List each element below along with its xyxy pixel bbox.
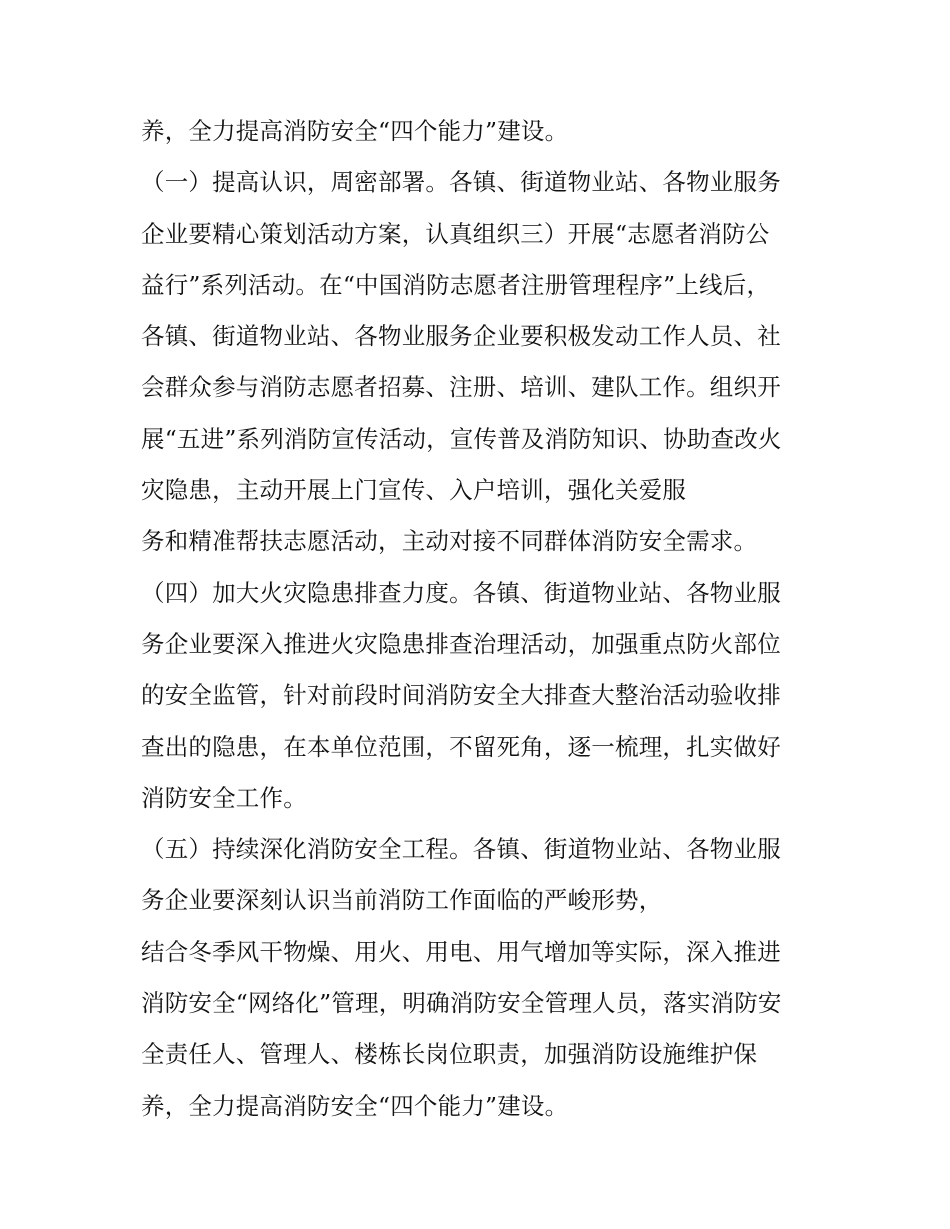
text-line: 各镇、街道物业站、各物业服务企业要积极发动工作人员、社 (141, 322, 781, 351)
text-line: 消防安全工作。 (141, 783, 307, 812)
text-line: 养，全力提高消防安全“四个能力”建设。 (141, 117, 569, 145)
text-line: 查出的隐患，在本单位范围，不留死角，逐一梳理，扎实做好 (141, 732, 781, 761)
text-line: 会群众参与消防志愿者招募、注册、培训、建队工作。组织开 (141, 373, 781, 402)
text-line: 企业要精心策划活动方案，认真组织三）开展“志愿者消防公 (141, 219, 770, 248)
text-line: 展“五进”系列消防宣传活动，宣传普及消防知识、协助查改火 (141, 424, 782, 453)
text-line: （四）加大火灾隐患排查力度。各镇、街道物业站、各物业服 (141, 578, 781, 607)
text-line: 务企业要深入推进火灾隐患排查治理活动，加强重点防火部位 (141, 629, 781, 658)
text-line: 的安全监管，针对前段时间消防安全大排查大整治活动验收排 (141, 681, 781, 710)
text-line: 消防安全“网络化”管理，明确消防安全管理人员，落实消防安 (141, 989, 782, 1018)
text-line: （一）提高认识，周密部署。各镇、街道物业站、各物业服务 (141, 168, 781, 197)
text-line: 务和精准帮扶志愿活动，主动对接不同群体消防安全需求。 (141, 527, 758, 556)
text-line: 灾隐患，主动开展上门宣传、入户培训，强化关爱服 (141, 476, 687, 505)
text-line: 结合冬季风干物燥、用火、用电、用气增加等实际，深入推进 (141, 937, 781, 966)
text-line: （五）持续深化消防安全工程。各镇、街道物业站、各物业服 (141, 835, 781, 864)
text-line: 益行”系列活动。在“中国消防志愿者注册管理程序”上线后， (141, 270, 771, 299)
text-line: 全责任人、管理人、楼栋长岗位职责，加强消防设施维护保 (141, 1040, 758, 1069)
text-line: 养，全力提高消防安全“四个能力”建设。 (141, 1091, 569, 1120)
text-line: 务企业要深刻认识当前消防工作面临的严峻形势， (141, 886, 663, 915)
document-body (141, 106, 841, 1132)
